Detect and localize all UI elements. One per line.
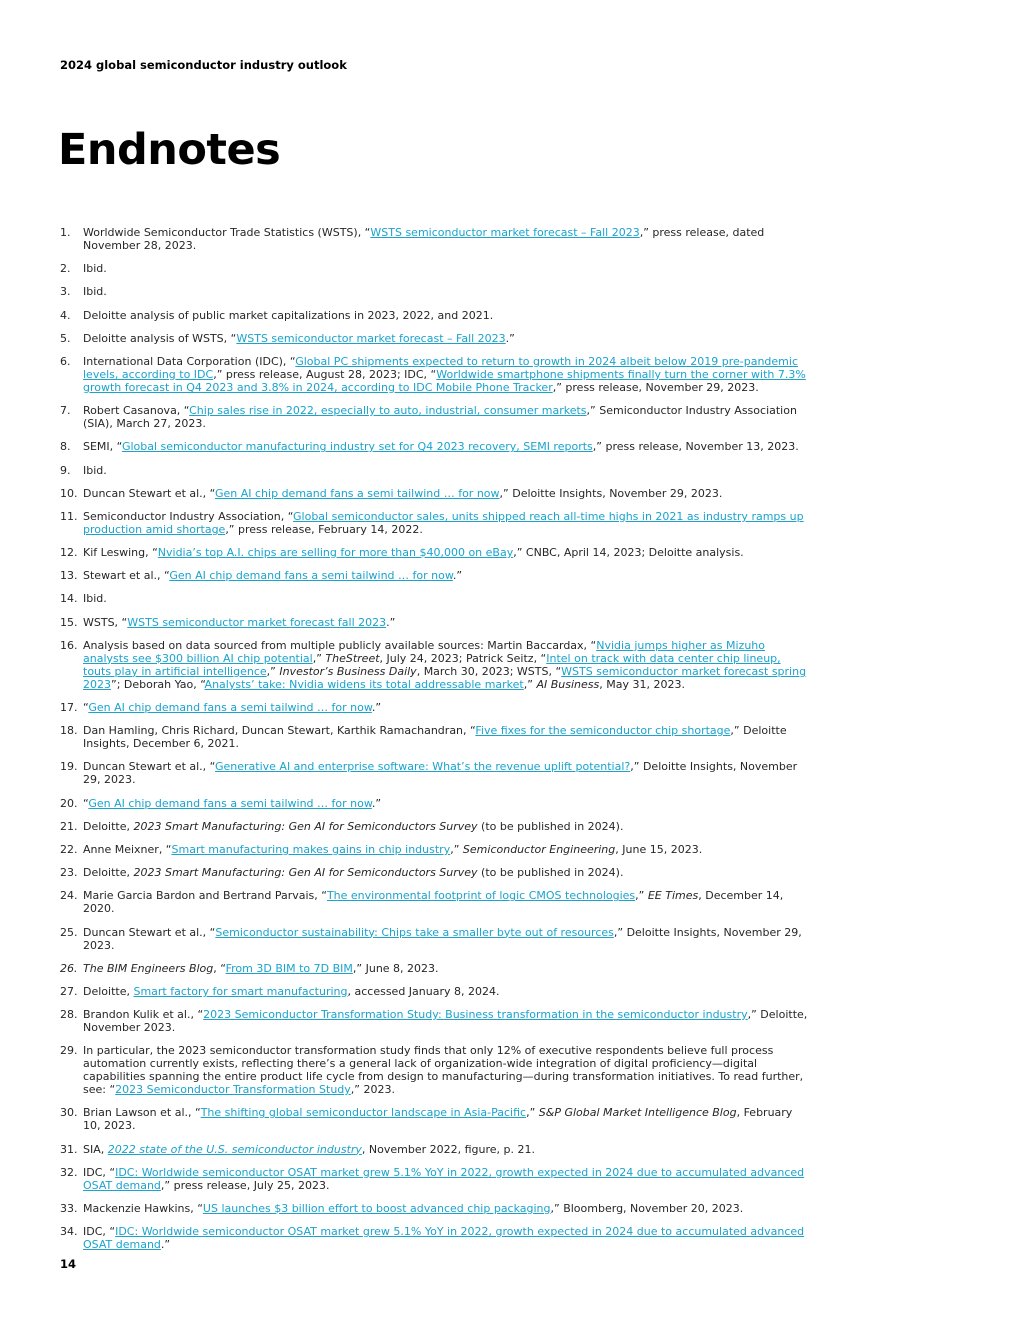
- endnote-item: [60, 487, 810, 500]
- endnote-text: Worldwide Semiconductor Trade Statistics (WSTS), “: [83, 226, 371, 239]
- endnote-text: .”: [386, 615, 396, 629]
- endnote-number: 23.: [60, 866, 78, 880]
- endnote-text: IDC, “: [83, 1165, 116, 1179]
- endnote-item: [60, 440, 810, 453]
- endnote-text: In particular, the 2023 semiconductor transformation study finds that only 12% of executive respondents believe full process automation currently exists, reflecting there’s a general lack of organization-wide integration of digital proficiency—digital capabilities spanning the entire product life cycle from design to manufacturing—during transformation initiatives. To read further, see: “: [83, 1044, 804, 1097]
- endnote-link[interactable]: Nvidia’s top A.I. chips are selling for more than $40,000 on eBay: [157, 546, 514, 560]
- endnote-text: Deloitte analysis of WSTS, “: [83, 331, 237, 345]
- endnote-text: ,” CNBC, April 14, 2023; Deloitte analysis.: [513, 546, 744, 560]
- endnote-text: ,”: [635, 889, 648, 903]
- endnote-number: 17.: [60, 701, 78, 714]
- endnote-text: Deloitte analysis of public market capitalizations in 2023, 2022, and 2021.: [83, 308, 494, 322]
- endnote-text: , November 2022, figure, p. 21.: [361, 1142, 536, 1156]
- endnote-link[interactable]: Intel on track with data center chip lineup, touts play in artificial intelligence: [83, 651, 781, 678]
- endnote-text: Ibid.: [83, 592, 107, 606]
- endnote-text: ,”: [312, 651, 326, 665]
- endnote-item: [60, 1202, 810, 1215]
- endnote-text: Ibid.: [83, 262, 107, 276]
- endnote-text: Dan Hamling, Chris Richard, Duncan Stewart, Karthik Ramachandran, “: [83, 724, 476, 738]
- endnote-item: [60, 1166, 810, 1192]
- endnote-link[interactable]: Global PC shipments expected to return to growth in 2024 albeit below 2019 pre-pandemic levels, according to IDC: [83, 354, 798, 381]
- endnote-link[interactable]: The environmental footprint of logic CMOS technologies: [326, 889, 636, 903]
- endnote-text: ,” press release, dated November 28, 2023.: [83, 226, 765, 252]
- endnote-link[interactable]: WSTS semiconductor market forecast – Fall 2023: [370, 226, 640, 239]
- endnote-text: .”: [371, 796, 382, 810]
- endnote-text: ,” Deloitte Insights, November 29, 2023.: [83, 925, 802, 952]
- endnote-link[interactable]: WSTS semiconductor market forecast – Fall 2023: [236, 331, 506, 345]
- endnote-text: ,”: [266, 664, 280, 678]
- endnote-text: Ibid.: [83, 463, 107, 477]
- endnote-item: [60, 1143, 810, 1156]
- endnote-link[interactable]: 2023 Semiconductor Transformation Study: Business transformation in the semiconductor industry: [203, 1008, 748, 1022]
- endnote-link[interactable]: Global semiconductor sales, units shipped reach all-time highs in 2021 as industry ramps up production amid shortage: [83, 509, 804, 536]
- endnote-number: 3.: [60, 285, 71, 299]
- endnote-item: [60, 760, 810, 786]
- endnotes-list: [60, 226, 810, 1261]
- endnote-item: [60, 464, 810, 477]
- endnote-number: 31.: [60, 1142, 78, 1156]
- endnote-link[interactable]: Gen AI chip demand fans a semi tailwind … for now: [88, 701, 372, 714]
- endnote-link[interactable]: 2022 state of the U.S. semiconductor industry: [107, 1142, 362, 1156]
- endnote-item: [60, 843, 810, 856]
- endnote-link[interactable]: WSTS semiconductor market forecast spring 2023: [83, 664, 807, 691]
- endnote-link[interactable]: From 3D BIM to 7D BIM: [225, 961, 353, 975]
- endnote-number: 4.: [60, 308, 71, 322]
- endnote-link[interactable]: US launches $3 billion effort to boost advanced chip packaging: [202, 1202, 551, 1215]
- endnote-italic-text: Semiconductor Engineering: [462, 842, 616, 856]
- endnote-link[interactable]: Chip sales rise in 2022, especially to auto, industrial, consumer markets: [189, 404, 587, 418]
- endnote-number: 24.: [60, 889, 78, 903]
- endnote-item: [60, 332, 810, 345]
- endnote-text: ,” press release, November 29, 2023.: [552, 380, 759, 394]
- endnote-number: 10.: [60, 486, 78, 500]
- endnote-text: ,” 2023.: [350, 1083, 395, 1097]
- endnote-link[interactable]: Global semiconductor manufacturing industry set for Q4 2023 recovery, SEMI reports: [121, 440, 593, 454]
- endnote-text: Kif Leswing, “: [83, 546, 158, 560]
- endnote-text: ,” Deloitte, November 2023.: [83, 1008, 808, 1035]
- endnote-italic-text: The BIM Engineers Blog: [83, 961, 214, 975]
- endnote-number: 26.: [60, 961, 78, 975]
- endnote-item: [60, 1008, 810, 1034]
- endnote-italic-text: AI Business: [536, 677, 600, 691]
- endnote-item: [60, 226, 810, 252]
- endnote-number: 9.: [60, 463, 71, 477]
- endnote-number: 14.: [60, 592, 78, 606]
- endnote-item: [60, 546, 810, 559]
- endnote-text: , March 30, 2023; WSTS, “: [416, 664, 562, 678]
- endnote-text: Anne Meixner, “: [83, 842, 172, 856]
- endnote-text: SIA,: [83, 1142, 108, 1156]
- endnote-number: 29.: [60, 1044, 78, 1058]
- endnote-number: 6.: [60, 354, 71, 368]
- endnote-number: 16.: [60, 638, 78, 652]
- endnote-text: , June 15, 2023.: [615, 842, 703, 856]
- endnote-number: 12.: [60, 546, 78, 560]
- page-title: Endnotes: [58, 125, 281, 175]
- endnote-link[interactable]: 2023 Semiconductor Transformation Study: [115, 1083, 351, 1097]
- endnote-number: 11.: [60, 509, 78, 523]
- endnote-link[interactable]: WSTS semiconductor market forecast fall 2023: [127, 615, 387, 629]
- endnote-text: Duncan Stewart et al., “: [83, 486, 215, 500]
- endnote-number: 8.: [60, 440, 71, 454]
- endnote-link[interactable]: Gen AI chip demand fans a semi tailwind … for now: [88, 796, 372, 810]
- endnote-link[interactable]: The shifting global semiconductor landscape in Asia-Pacific: [200, 1106, 527, 1120]
- endnote-text: International Data Corporation (IDC), “: [83, 354, 296, 368]
- endnote-item: [60, 962, 810, 975]
- endnote-link[interactable]: IDC: Worldwide semiconductor OSAT market grew 5.1% YoY in 2022, growth expected in 2024 due to accumulated advanced OSAT demand: [83, 1165, 805, 1192]
- endnote-item: [60, 1044, 810, 1096]
- endnote-italic-text: EE Times: [647, 889, 699, 903]
- endnote-text: Deloitte,: [83, 866, 134, 880]
- endnote-item: [60, 592, 810, 605]
- endnote-item: [60, 309, 810, 322]
- endnote-text: Duncan Stewart et al., “: [83, 925, 216, 939]
- endnote-item: [60, 701, 810, 714]
- endnote-item: [60, 889, 810, 915]
- endnote-text: , “: [213, 961, 226, 975]
- endnote-text: , July 24, 2023; Patrick Seitz, “: [379, 651, 547, 665]
- endnote-text: Ibid.: [83, 285, 107, 299]
- endnote-text: Deloitte,: [83, 984, 134, 998]
- endnote-text: Marie Garcia Bardon and Bertrand Parvais, “: [83, 889, 327, 903]
- endnote-text: ,” press release, August 28, 2023; IDC, “: [213, 367, 437, 381]
- endnote-text: ”; Deborah Yao, “: [111, 677, 205, 691]
- endnote-text: .”: [452, 569, 463, 583]
- endnote-italic-text: 2023 Smart Manufacturing: Gen AI for Semiconductors Survey: [133, 819, 478, 833]
- endnote-text: ,” Semiconductor Industry Association (SIA), March 27, 2023.: [83, 404, 797, 431]
- endnote-text: Analysis based on data sourced from multiple publicly available sources: Martin Baccardax, “: [83, 638, 597, 652]
- endnote-number: 34.: [60, 1225, 78, 1239]
- endnote-link[interactable]: Smart factory for smart manufacturing: [133, 984, 348, 998]
- endnote-text: ,”: [450, 842, 463, 856]
- endnote-link[interactable]: Smart manufacturing makes gains in chip industry: [171, 842, 451, 856]
- endnote-number: 25.: [60, 925, 78, 939]
- endnote-text: Deloitte,: [83, 819, 134, 833]
- endnote-text: ,” Bloomberg, November 20, 2023.: [550, 1202, 744, 1215]
- page-number: 14: [60, 1257, 77, 1271]
- endnote-text: Brandon Kulik et al., “: [83, 1008, 204, 1022]
- endnote-text: ,”: [526, 1106, 539, 1120]
- endnote-number: 19.: [60, 760, 78, 774]
- endnote-text: , May 31, 2023.: [599, 677, 685, 691]
- endnote-item: [60, 355, 810, 394]
- endnote-item: [60, 985, 810, 998]
- endnote-text: .”: [505, 331, 515, 345]
- endnote-item: [60, 285, 810, 298]
- endnote-number: 1.: [60, 226, 71, 239]
- endnote-link[interactable]: Semiconductor sustainability: Chips take a smaller byte out of resources: [215, 925, 614, 939]
- endnote-number: 30.: [60, 1106, 78, 1120]
- endnote-number: 33.: [60, 1202, 78, 1215]
- endnote-text: ,” Deloitte Insights, December 6, 2021.: [83, 724, 787, 751]
- endnote-text: ,” press release, February 14, 2022.: [225, 522, 423, 536]
- endnote-italic-text: S&P Global Market Intelligence Blog: [538, 1106, 737, 1120]
- endnote-number: 5.: [60, 331, 71, 345]
- endnote-text: SEMI, “: [83, 440, 122, 454]
- endnote-text: “: [83, 796, 89, 810]
- endnote-number: 22.: [60, 842, 78, 856]
- endnote-link[interactable]: Gen AI chip demand fans a semi tailwind … for now: [169, 569, 453, 583]
- endnote-item: [60, 639, 810, 691]
- endnote-text: WSTS, “: [83, 615, 128, 629]
- endnote-item: [60, 569, 810, 582]
- endnote-number: 13.: [60, 569, 78, 583]
- endnote-number: 32.: [60, 1165, 78, 1179]
- endnote-number: 21.: [60, 819, 78, 833]
- endnote-text: Mackenzie Hawkins, “: [83, 1202, 203, 1215]
- endnote-link[interactable]: Five fixes for the semiconductor chip shortage: [475, 724, 731, 738]
- endnote-item: [60, 1225, 810, 1251]
- endnote-item: [60, 404, 810, 430]
- endnote-item: [60, 926, 810, 952]
- endnote-item: [60, 820, 810, 833]
- endnote-item: [60, 262, 810, 275]
- endnote-item: [60, 797, 810, 810]
- endnote-item: [60, 1106, 810, 1132]
- endnote-text: ,”: [523, 677, 537, 691]
- endnote-link[interactable]: IDC: Worldwide semiconductor OSAT market grew 5.1% YoY in 2022, growth expected in 2024 due to accumulated advanced OSAT demand: [83, 1225, 805, 1252]
- endnote-text: , accessed January 8, 2024.: [347, 984, 500, 998]
- endnote-number: 27.: [60, 984, 78, 998]
- endnote-text: Duncan Stewart et al., “: [83, 760, 215, 774]
- endnote-item: [60, 616, 810, 629]
- endnote-text: Brian Lawson et al., “: [83, 1106, 201, 1120]
- endnote-number: 2.: [60, 262, 71, 276]
- running-header: 2024 global semiconductor industry outlook: [60, 58, 347, 72]
- endnote-text: (to be published in 2024).: [477, 866, 624, 880]
- endnote-number: 28.: [60, 1008, 78, 1022]
- endnote-text: .”: [371, 701, 382, 714]
- endnote-link[interactable]: Generative AI and enterprise software: What’s the revenue uplift potential?: [214, 760, 631, 774]
- endnote-number: 7.: [60, 404, 71, 418]
- endnote-link[interactable]: Nvidia jumps higher as Mizuho analysts see $300 billion AI chip potential: [83, 638, 766, 665]
- endnote-text: ,” June 8, 2023.: [352, 961, 439, 975]
- endnote-link[interactable]: Worldwide smartphone shipments finally turn the corner with 7.3% growth forecast in Q4 2023 and 3.8% in 2024, according to IDC Mobile Phone Tracker: [83, 367, 806, 394]
- endnote-text: ,” Deloitte Insights, November 29, 2023.: [83, 760, 798, 787]
- endnote-italic-text: TheStreet: [325, 651, 380, 665]
- endnote-text: ,” Deloitte Insights, November 29, 2023.: [499, 486, 723, 500]
- endnote-item: [60, 866, 810, 879]
- endnote-text: Robert Casanova, “: [83, 404, 190, 418]
- endnote-item: [60, 724, 810, 750]
- endnote-link[interactable]: Analysts’ take: Nvidia widens its total addressable market: [204, 677, 524, 691]
- endnote-text: “: [83, 701, 89, 714]
- endnote-link[interactable]: Gen AI chip demand fans a semi tailwind … for now: [214, 486, 500, 500]
- endnote-text: ,” press release, July 25, 2023.: [160, 1178, 330, 1192]
- endnote-text: Semiconductor Industry Association, “: [83, 509, 294, 523]
- endnote-italic-text: Investor’s Business Daily: [279, 664, 417, 678]
- endnote-number: 18.: [60, 724, 78, 738]
- endnote-text: , December 14, 2020.: [83, 889, 784, 916]
- endnote-number: 20.: [60, 796, 78, 810]
- endnote-italic-text: 2023 Smart Manufacturing: Gen AI for Semiconductors Survey: [133, 866, 478, 880]
- endnote-item: [60, 510, 810, 536]
- endnote-text: IDC, “: [83, 1225, 116, 1239]
- endnote-text: Stewart et al., “: [83, 569, 170, 583]
- endnote-text: ,” press release, November 13, 2023.: [592, 440, 799, 454]
- endnote-number: 15.: [60, 615, 78, 629]
- endnote-text: , February 10, 2023.: [83, 1106, 793, 1133]
- endnote-text: (to be published in 2024).: [477, 819, 624, 833]
- endnote-text: .”: [160, 1238, 171, 1252]
